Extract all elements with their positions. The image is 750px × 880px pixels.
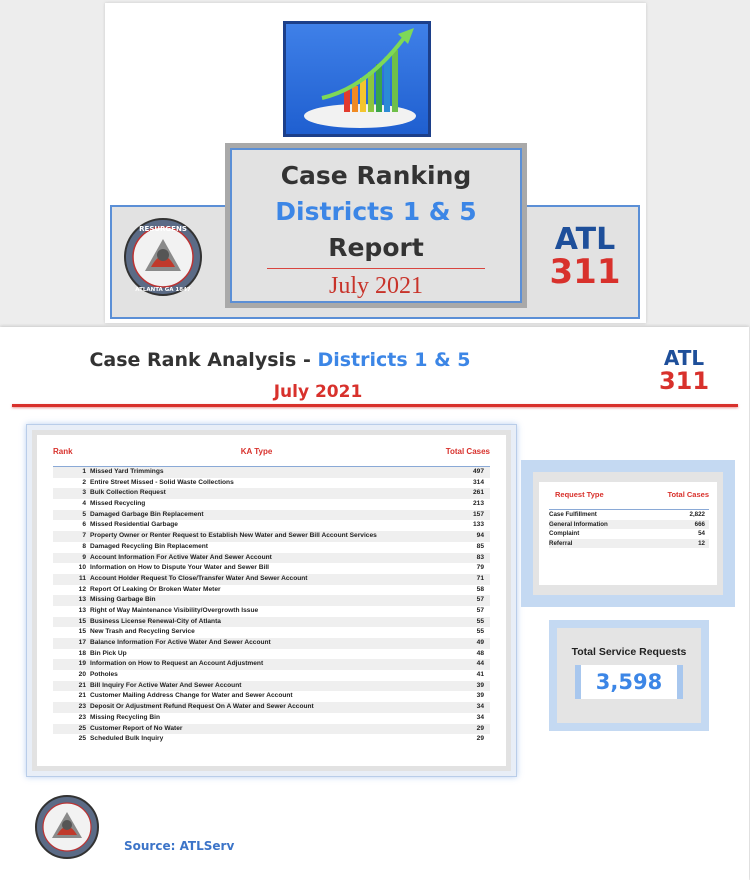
cover-title-line1: Case Ranking: [280, 161, 472, 190]
cell-rank: 18: [78, 649, 86, 657]
growth-chart-icon: [283, 21, 431, 137]
cell-ka-type: Property Owner or Renter Request to Establish New Water and Sewer Bill Account Services: [90, 532, 377, 540]
cell-ka-type: Information on How to Dispute Your Water and Sewer Bill: [90, 564, 270, 572]
cell-total-cases: 261: [472, 489, 484, 497]
cell-rank: 21: [78, 681, 86, 689]
cover-month: July 2021: [328, 273, 423, 299]
cell-ka-type: Account Holder Request To Close/Transfer Water And Sewer Account: [90, 574, 308, 582]
atl311-logo: [545, 222, 625, 292]
total-requests-card: [549, 620, 709, 731]
table-row: [53, 606, 490, 617]
atl311-logo-small: ATL 311: [658, 346, 710, 395]
cell-rank: 11: [79, 574, 86, 582]
table-row: [53, 681, 490, 692]
cell-rank: 19: [78, 660, 86, 668]
cell-ka-type: Balance Information For Active Water And Sewer Account: [90, 639, 271, 646]
cell-ka-type: Damaged Garbage Bin Replacement: [90, 510, 204, 518]
cell-rank: 10: [78, 564, 86, 572]
header-rank: Rank: [53, 447, 73, 456]
table-row: [53, 659, 490, 670]
cell-total-cases: 497: [472, 468, 484, 475]
cell-total-cases: 58: [476, 585, 484, 593]
cover-slide: [105, 3, 646, 323]
cell-ka-type: Missing Recycling Bin: [90, 713, 160, 721]
cell-rank: 6: [82, 521, 86, 529]
cell-ka-type: Account Information For Active Water And Sewer Account: [90, 553, 272, 561]
request-type-table: [539, 482, 717, 585]
table-row: [53, 627, 490, 638]
cell-total-cases: 34: [476, 713, 484, 721]
table-body: [53, 467, 490, 745]
cell-ka-type: Bulk Collection Request: [90, 489, 166, 497]
cell-ka-type: Customer Report of No Water: [90, 724, 183, 732]
cell-rank: 9: [82, 553, 86, 561]
cell-total-cases: 41: [476, 671, 484, 679]
cell-rank: 15: [78, 628, 86, 636]
cell-ka-type: Customer Mailing Address Change for Water and Sewer Account: [90, 692, 293, 700]
cover-title-line3: Report: [328, 233, 424, 262]
cell-request-type: General Information: [549, 520, 608, 528]
table-row: [53, 574, 490, 585]
source-note: Source: ATLServ: [124, 839, 235, 853]
table-row: [53, 488, 490, 499]
cell-ka-type: Potholes: [90, 671, 118, 679]
cell-ka-type: Right of Way Maintenance Visibility/Overgrowth Issue: [90, 606, 259, 614]
cell-total-cases: 83: [476, 553, 484, 561]
cell-ka-type: Report Of Leaking Or Broken Water Meter: [90, 585, 221, 593]
cell-ka-type: Damaged Recycling Bin Replacement: [90, 542, 208, 550]
cell-rank: 23: [78, 713, 86, 721]
cell-total-cases: 48: [476, 649, 484, 657]
header-request-type: Request Type: [555, 490, 604, 499]
cell-total-cases: 94: [476, 532, 484, 540]
cell-rank: 21: [78, 692, 86, 700]
atl-logo-top: ATL: [554, 222, 616, 257]
cell-rank: 7: [82, 532, 86, 540]
cell-total-cases: 2,822: [689, 511, 705, 518]
cell-total-cases: 85: [476, 542, 484, 550]
table-row: [53, 595, 490, 606]
cover-title-districts: Districts 1 & 5: [275, 197, 477, 226]
table-row: [53, 691, 490, 702]
cell-ka-type: Entire Street Missed - Solid Waste Collections: [90, 478, 234, 486]
table-row: [53, 478, 490, 489]
case-rank-table: [37, 435, 506, 766]
header-ka-type: KA Type: [240, 447, 273, 456]
cell-rank: 13: [78, 606, 86, 614]
cell-total-cases: 54: [698, 530, 705, 537]
cell-request-type: Referral: [549, 539, 573, 547]
cell-ka-type: Bill Inquiry For Active Water And Sewer Account: [90, 681, 242, 689]
cell-rank: 12: [78, 585, 86, 593]
request-row: [549, 529, 709, 539]
table-row: [53, 702, 490, 713]
table-row: [53, 670, 490, 681]
total-requests-value: 3,598: [575, 665, 683, 699]
cell-rank: 25: [78, 724, 86, 732]
cell-ka-type: Deposit Or Adjustment Refund Request On A Water and Sewer Account: [90, 703, 314, 711]
city-seal-small-icon: [34, 794, 100, 860]
analysis-month: July 2021: [273, 382, 363, 402]
cell-ka-type: Missed Yard Trimmings: [90, 468, 164, 475]
table-row: [53, 553, 490, 564]
table-header: [53, 447, 490, 467]
header-divider: [12, 404, 738, 407]
table-row: [53, 531, 490, 542]
cell-total-cases: 133: [472, 521, 484, 529]
cell-rank: 17: [78, 639, 86, 646]
cell-ka-type: Missed Residential Garbage: [90, 521, 178, 529]
cell-rank: 25: [78, 735, 86, 743]
analysis-title: Case Rank Analysis - Districts 1 & 5: [89, 349, 471, 371]
cell-total-cases: 213: [472, 500, 484, 508]
cell-rank: 13: [78, 596, 86, 604]
atl-logo-bottom: 311: [549, 252, 621, 292]
table-row: [53, 520, 490, 531]
request-table-header: [549, 490, 709, 510]
cell-total-cases: 57: [476, 596, 484, 604]
table-row: [53, 724, 490, 735]
request-row: [549, 539, 709, 549]
cell-rank: 20: [78, 671, 86, 679]
table-row: [53, 563, 490, 574]
cell-rank: 2: [82, 478, 86, 486]
cover-divider: [267, 268, 485, 269]
table-row: [53, 499, 490, 510]
cell-total-cases: 12: [698, 539, 705, 547]
header-total-cases: Total Cases: [667, 490, 709, 499]
cell-ka-type: Missing Garbage Bin: [90, 596, 156, 604]
cell-total-cases: 29: [476, 735, 484, 743]
cell-total-cases: 34: [476, 703, 484, 711]
svg-text:ATLANTA GA 1847: ATLANTA GA 1847: [135, 287, 191, 293]
cell-total-cases: 71: [476, 574, 484, 582]
analysis-title-districts: Districts 1 & 5: [317, 349, 471, 371]
table-row: [53, 510, 490, 521]
cell-request-type: Complaint: [549, 530, 580, 537]
cell-total-cases: 57: [476, 606, 484, 614]
cover-title-frame: [225, 143, 527, 308]
table-row: [53, 585, 490, 596]
table-row: [53, 617, 490, 628]
cell-rank: 3: [82, 489, 86, 497]
case-rank-table-frame: [26, 424, 517, 777]
cell-request-type: Case Fulfillment: [549, 511, 597, 518]
cell-total-cases: 44: [476, 660, 484, 668]
request-table-body: [549, 510, 709, 548]
table-row: [53, 467, 490, 478]
cell-rank: 23: [78, 703, 86, 711]
cell-rank: 1: [82, 468, 86, 475]
cell-total-cases: 666: [694, 520, 705, 528]
request-type-frame: [521, 460, 735, 607]
cell-ka-type: Bin Pick Up: [90, 649, 127, 657]
cell-ka-type: Information on How to Request an Account Adjustment: [90, 660, 264, 668]
cell-total-cases: 49: [476, 639, 484, 646]
table-row: [53, 713, 490, 724]
table-row: [53, 734, 490, 745]
cell-total-cases: 39: [476, 692, 484, 700]
table-row: [53, 649, 490, 660]
cell-ka-type: Business License Renewal-City of Atlanta: [90, 617, 221, 625]
cell-ka-type: New Trash and Recycling Service: [90, 628, 195, 636]
cell-rank: 15: [78, 617, 86, 625]
total-requests-label: Total Service Requests: [571, 646, 687, 658]
cell-rank: 5: [82, 510, 86, 518]
cell-total-cases: 55: [476, 617, 484, 625]
cell-total-cases: 55: [476, 628, 484, 636]
cell-ka-type: Missed Recycling: [90, 500, 146, 508]
table-row: [53, 542, 490, 553]
cell-total-cases: 29: [476, 724, 484, 732]
cell-rank: 8: [82, 542, 86, 550]
city-seal-icon: [123, 215, 203, 303]
cell-total-cases: 157: [472, 510, 484, 518]
cell-ka-type: Scheduled Bulk Inquiry: [90, 735, 164, 743]
header-total-cases: Total Cases: [445, 447, 490, 456]
request-row: [549, 520, 709, 530]
cell-rank: 4: [82, 500, 86, 508]
table-row: [53, 638, 490, 649]
cell-total-cases: 39: [476, 681, 484, 689]
request-row: [549, 510, 709, 520]
analysis-slide: [0, 327, 749, 880]
cell-total-cases: 79: [476, 564, 484, 572]
cell-total-cases: 314: [472, 478, 484, 486]
svg-text:RESURGENS: RESURGENS: [139, 225, 187, 233]
